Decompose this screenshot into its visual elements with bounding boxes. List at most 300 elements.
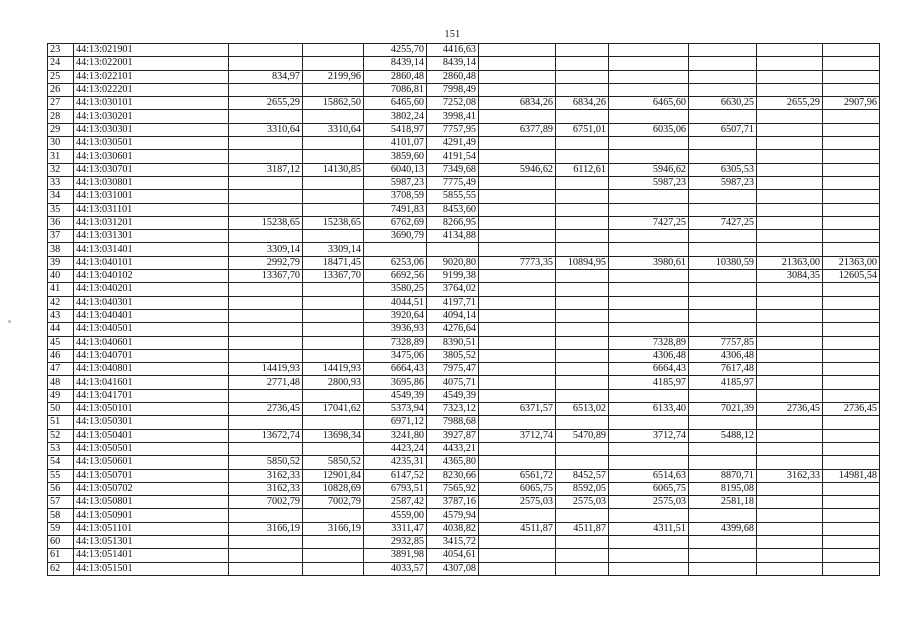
cadastral-code-cell: 44:13:050501 <box>74 442 229 455</box>
value-cell <box>823 283 880 296</box>
value-cell: 3802,24 <box>364 110 427 123</box>
value-cell: 2736,45 <box>823 403 880 416</box>
value-cell: 4134,88 <box>427 230 479 243</box>
table-row <box>48 429 880 442</box>
value-cell: 3162,33 <box>229 482 303 495</box>
value-cell <box>229 110 303 123</box>
table-row <box>48 296 880 309</box>
value-cell <box>689 389 757 402</box>
value-cell <box>609 323 689 336</box>
value-cell <box>757 150 823 163</box>
table-row <box>48 456 880 469</box>
value-cell <box>689 442 757 455</box>
value-cell: 6040,13 <box>364 163 427 176</box>
value-cell <box>757 283 823 296</box>
cadastral-code-cell: 44:13:031401 <box>74 243 229 256</box>
value-cell <box>609 562 689 575</box>
value-cell <box>303 323 364 336</box>
value-cell <box>479 83 556 96</box>
row-number-cell: 39 <box>48 256 74 269</box>
value-cell: 6035,06 <box>609 123 689 136</box>
value-cell <box>609 283 689 296</box>
value-cell: 7757,85 <box>689 336 757 349</box>
value-cell <box>689 323 757 336</box>
value-cell <box>479 323 556 336</box>
row-number-cell: 28 <box>48 110 74 123</box>
row-number-cell: 55 <box>48 469 74 482</box>
value-cell: 4307,08 <box>427 562 479 575</box>
row-number-cell: 42 <box>48 296 74 309</box>
value-cell <box>757 44 823 57</box>
value-cell: 3980,61 <box>609 256 689 269</box>
value-cell: 3920,64 <box>364 309 427 322</box>
value-cell: 4579,94 <box>427 509 479 522</box>
cadastral-code-cell: 44:13:031301 <box>74 230 229 243</box>
value-cell: 5855,55 <box>427 190 479 203</box>
value-cell: 7002,79 <box>303 496 364 509</box>
cadastral-code-cell: 44:13:022201 <box>74 83 229 96</box>
table-row <box>48 203 880 216</box>
value-cell <box>757 323 823 336</box>
value-cell <box>689 562 757 575</box>
data-table <box>47 43 880 576</box>
value-cell: 7773,35 <box>479 256 556 269</box>
value-cell <box>757 336 823 349</box>
value-cell: 7349,68 <box>427 163 479 176</box>
value-cell: 2860,48 <box>364 70 427 83</box>
row-number-cell: 43 <box>48 309 74 322</box>
value-cell: 7252,08 <box>427 97 479 110</box>
value-cell: 13672,74 <box>229 429 303 442</box>
value-cell: 2575,03 <box>609 496 689 509</box>
value-cell <box>609 296 689 309</box>
value-cell <box>609 509 689 522</box>
value-cell <box>479 283 556 296</box>
cadastral-code-cell: 44:13:051501 <box>74 562 229 575</box>
value-cell <box>364 243 427 256</box>
value-cell <box>556 336 609 349</box>
value-cell: 7998,49 <box>427 83 479 96</box>
value-cell <box>479 562 556 575</box>
row-number-cell: 49 <box>48 389 74 402</box>
table-row <box>48 230 880 243</box>
value-cell <box>609 270 689 283</box>
value-cell: 6065,75 <box>479 482 556 495</box>
row-number-cell: 47 <box>48 363 74 376</box>
value-cell: 4291,49 <box>427 137 479 150</box>
value-cell <box>757 57 823 70</box>
value-cell: 3166,19 <box>229 522 303 535</box>
value-cell: 6371,57 <box>479 403 556 416</box>
table-row <box>48 549 880 562</box>
value-cell: 5946,62 <box>479 163 556 176</box>
table-row <box>48 57 880 70</box>
row-number-cell: 40 <box>48 270 74 283</box>
value-cell <box>757 496 823 509</box>
value-cell <box>823 323 880 336</box>
value-cell <box>303 176 364 189</box>
value-cell <box>556 203 609 216</box>
value-cell <box>823 456 880 469</box>
value-cell: 2587,42 <box>364 496 427 509</box>
value-cell <box>609 442 689 455</box>
value-cell <box>479 44 556 57</box>
value-cell <box>757 83 823 96</box>
value-cell <box>823 363 880 376</box>
value-cell: 3311,47 <box>364 522 427 535</box>
row-number-cell: 24 <box>48 57 74 70</box>
row-number-cell: 54 <box>48 456 74 469</box>
value-cell <box>229 137 303 150</box>
row-number-cell: 27 <box>48 97 74 110</box>
value-cell <box>479 456 556 469</box>
value-cell: 3475,06 <box>364 349 427 362</box>
value-cell <box>229 203 303 216</box>
value-cell: 2575,03 <box>479 496 556 509</box>
value-cell <box>689 509 757 522</box>
value-cell <box>757 376 823 389</box>
value-cell: 13367,70 <box>303 270 364 283</box>
cadastral-code-cell: 44:13:050401 <box>74 429 229 442</box>
value-cell <box>757 230 823 243</box>
value-cell: 8452,57 <box>556 469 609 482</box>
value-cell <box>556 176 609 189</box>
value-cell <box>757 549 823 562</box>
cadastral-code-cell: 44:13:022101 <box>74 70 229 83</box>
row-number-cell: 59 <box>48 522 74 535</box>
value-cell: 6147,52 <box>364 469 427 482</box>
row-number-cell: 32 <box>48 163 74 176</box>
value-cell <box>556 562 609 575</box>
value-cell <box>823 216 880 229</box>
value-cell: 8266,95 <box>427 216 479 229</box>
value-cell: 4255,70 <box>364 44 427 57</box>
value-cell: 4549,39 <box>427 389 479 402</box>
value-cell <box>229 150 303 163</box>
value-cell <box>823 376 880 389</box>
table-row <box>48 403 880 416</box>
value-cell: 4549,39 <box>364 389 427 402</box>
value-cell: 3162,33 <box>757 469 823 482</box>
value-cell <box>757 522 823 535</box>
value-cell <box>556 150 609 163</box>
value-cell: 8390,51 <box>427 336 479 349</box>
value-cell <box>556 243 609 256</box>
cadastral-code-cell: 44:13:050901 <box>74 509 229 522</box>
cadastral-code-cell: 44:13:030801 <box>74 176 229 189</box>
value-cell: 8230,66 <box>427 469 479 482</box>
table-row <box>48 97 880 110</box>
value-cell <box>556 416 609 429</box>
value-cell <box>479 270 556 283</box>
value-cell <box>757 363 823 376</box>
value-cell: 8870,71 <box>689 469 757 482</box>
value-cell <box>479 203 556 216</box>
value-cell <box>479 363 556 376</box>
value-cell <box>556 349 609 362</box>
cadastral-code-cell: 44:13:050601 <box>74 456 229 469</box>
value-cell: 3309,14 <box>303 243 364 256</box>
row-number-cell: 35 <box>48 203 74 216</box>
value-cell <box>609 44 689 57</box>
table-row <box>48 309 880 322</box>
table-row <box>48 535 880 548</box>
row-number-cell: 30 <box>48 137 74 150</box>
value-cell: 21363,00 <box>823 256 880 269</box>
value-cell <box>757 137 823 150</box>
value-cell <box>303 442 364 455</box>
page-number: 151 <box>444 29 461 40</box>
row-number-cell: 57 <box>48 496 74 509</box>
value-cell: 5987,23 <box>609 176 689 189</box>
value-cell <box>823 70 880 83</box>
value-cell: 12605,54 <box>823 270 880 283</box>
value-cell: 2771,48 <box>229 376 303 389</box>
value-cell: 6112,61 <box>556 163 609 176</box>
value-cell: 7328,89 <box>609 336 689 349</box>
row-number-cell: 34 <box>48 190 74 203</box>
row-number-cell: 50 <box>48 403 74 416</box>
value-cell: 6692,56 <box>364 270 427 283</box>
value-cell <box>823 389 880 402</box>
value-cell: 4054,61 <box>427 549 479 562</box>
value-cell: 2736,45 <box>757 403 823 416</box>
value-cell <box>757 70 823 83</box>
value-cell <box>609 549 689 562</box>
value-cell <box>757 176 823 189</box>
table-row <box>48 243 880 256</box>
value-cell <box>823 163 880 176</box>
value-cell <box>229 562 303 575</box>
value-cell <box>689 549 757 562</box>
value-cell <box>823 482 880 495</box>
value-cell <box>823 176 880 189</box>
row-number-cell: 62 <box>48 562 74 575</box>
table-row <box>48 270 880 283</box>
value-cell: 3580,25 <box>364 283 427 296</box>
value-cell <box>823 190 880 203</box>
cadastral-code-cell: 44:13:050801 <box>74 496 229 509</box>
row-number-cell: 33 <box>48 176 74 189</box>
value-cell <box>303 203 364 216</box>
value-cell: 4511,87 <box>479 522 556 535</box>
value-cell: 7328,89 <box>364 336 427 349</box>
value-cell <box>609 243 689 256</box>
value-cell: 8195,08 <box>689 482 757 495</box>
value-cell: 9020,80 <box>427 256 479 269</box>
row-number-cell: 51 <box>48 416 74 429</box>
value-cell: 4197,71 <box>427 296 479 309</box>
value-cell <box>303 57 364 70</box>
value-cell <box>303 150 364 163</box>
value-cell <box>689 110 757 123</box>
table-row <box>48 482 880 495</box>
value-cell: 14419,93 <box>303 363 364 376</box>
row-number-cell: 48 <box>48 376 74 389</box>
value-cell <box>757 535 823 548</box>
row-number-cell: 60 <box>48 535 74 548</box>
value-cell <box>303 389 364 402</box>
value-cell: 4306,48 <box>689 349 757 362</box>
value-cell: 3162,33 <box>229 469 303 482</box>
value-cell: 4191,54 <box>427 150 479 163</box>
value-cell: 15238,65 <box>303 216 364 229</box>
value-cell <box>823 137 880 150</box>
value-cell: 8592,05 <box>556 482 609 495</box>
value-cell: 3998,41 <box>427 110 479 123</box>
table-row <box>48 496 880 509</box>
cadastral-code-cell: 44:13:030701 <box>74 163 229 176</box>
value-cell: 4306,48 <box>609 349 689 362</box>
value-cell <box>556 296 609 309</box>
row-number-cell: 56 <box>48 482 74 495</box>
value-cell <box>229 230 303 243</box>
value-cell: 12901,84 <box>303 469 364 482</box>
cadastral-code-cell: 44:13:041701 <box>74 389 229 402</box>
value-cell <box>823 57 880 70</box>
cadastral-code-cell: 44:13:050702 <box>74 482 229 495</box>
value-cell: 15862,50 <box>303 97 364 110</box>
value-cell <box>823 230 880 243</box>
value-cell <box>757 123 823 136</box>
value-cell <box>303 549 364 562</box>
value-cell: 4399,68 <box>689 522 757 535</box>
table-row <box>48 123 880 136</box>
value-cell <box>556 70 609 83</box>
value-cell: 6751,01 <box>556 123 609 136</box>
value-cell: 8453,60 <box>427 203 479 216</box>
value-cell: 3415,72 <box>427 535 479 548</box>
row-number-cell: 25 <box>48 70 74 83</box>
row-number-cell: 53 <box>48 442 74 455</box>
row-number-cell: 38 <box>48 243 74 256</box>
value-cell <box>823 496 880 509</box>
value-cell <box>479 535 556 548</box>
value-cell: 5946,62 <box>609 163 689 176</box>
value-cell: 4038,82 <box>427 522 479 535</box>
value-cell <box>689 190 757 203</box>
cadastral-code-cell: 44:13:022001 <box>74 57 229 70</box>
value-cell: 7988,68 <box>427 416 479 429</box>
value-cell <box>689 309 757 322</box>
value-cell <box>823 243 880 256</box>
value-cell <box>479 442 556 455</box>
value-cell <box>757 309 823 322</box>
value-cell <box>757 562 823 575</box>
value-cell <box>757 203 823 216</box>
value-cell: 6630,25 <box>689 97 757 110</box>
value-cell: 6065,75 <box>609 482 689 495</box>
value-cell <box>556 376 609 389</box>
value-cell: 6971,12 <box>364 416 427 429</box>
value-cell: 3084,35 <box>757 270 823 283</box>
value-cell: 6513,02 <box>556 403 609 416</box>
value-cell <box>479 70 556 83</box>
value-cell: 4433,21 <box>427 442 479 455</box>
value-cell <box>823 309 880 322</box>
value-cell <box>229 44 303 57</box>
table-row <box>48 469 880 482</box>
value-cell: 3936,93 <box>364 323 427 336</box>
value-cell <box>757 349 823 362</box>
value-cell: 7002,79 <box>229 496 303 509</box>
cadastral-code-cell: 44:13:040201 <box>74 283 229 296</box>
row-number-cell: 46 <box>48 349 74 362</box>
value-cell <box>303 44 364 57</box>
value-cell: 6762,69 <box>364 216 427 229</box>
table-row <box>48 110 880 123</box>
table-row <box>48 509 880 522</box>
value-cell: 10380,59 <box>689 256 757 269</box>
value-cell <box>556 83 609 96</box>
value-cell <box>823 442 880 455</box>
value-cell: 4559,00 <box>364 509 427 522</box>
row-number-cell: 36 <box>48 216 74 229</box>
value-cell: 5987,23 <box>364 176 427 189</box>
value-cell: 8439,14 <box>364 57 427 70</box>
value-cell <box>556 230 609 243</box>
value-cell: 6465,60 <box>609 97 689 110</box>
value-cell: 17041,62 <box>303 403 364 416</box>
cadastral-code-cell: 44:13:040401 <box>74 309 229 322</box>
value-cell: 15238,65 <box>229 216 303 229</box>
value-cell: 7427,25 <box>689 216 757 229</box>
table-row <box>48 416 880 429</box>
value-cell <box>556 323 609 336</box>
row-number-cell: 37 <box>48 230 74 243</box>
row-number-cell: 44 <box>48 323 74 336</box>
row-number-cell: 29 <box>48 123 74 136</box>
value-cell <box>609 456 689 469</box>
value-cell <box>757 110 823 123</box>
value-cell <box>823 83 880 96</box>
table-row <box>48 190 880 203</box>
row-number-cell: 45 <box>48 336 74 349</box>
value-cell: 4235,31 <box>364 456 427 469</box>
value-cell: 14981,48 <box>823 469 880 482</box>
value-cell <box>823 336 880 349</box>
value-cell: 3241,80 <box>364 429 427 442</box>
table-row <box>48 442 880 455</box>
cadastral-code-cell: 44:13:050301 <box>74 416 229 429</box>
value-cell <box>479 190 556 203</box>
value-cell <box>229 336 303 349</box>
value-cell: 3695,86 <box>364 376 427 389</box>
value-cell <box>823 535 880 548</box>
value-cell: 4511,87 <box>556 522 609 535</box>
value-cell: 3309,14 <box>229 243 303 256</box>
cadastral-code-cell: 44:13:031001 <box>74 190 229 203</box>
value-cell <box>303 137 364 150</box>
value-cell: 6664,43 <box>364 363 427 376</box>
value-cell <box>556 363 609 376</box>
cadastral-code-cell: 44:13:051101 <box>74 522 229 535</box>
cadastral-code-cell: 44:13:021901 <box>74 44 229 57</box>
value-cell <box>479 137 556 150</box>
value-cell <box>556 190 609 203</box>
value-cell: 5488,12 <box>689 429 757 442</box>
row-number-cell: 26 <box>48 83 74 96</box>
value-cell <box>757 482 823 495</box>
value-cell: 834,97 <box>229 70 303 83</box>
value-cell <box>609 190 689 203</box>
cadastral-code-cell: 44:13:030101 <box>74 97 229 110</box>
value-cell: 4416,63 <box>427 44 479 57</box>
value-cell: 4044,51 <box>364 296 427 309</box>
value-cell <box>479 216 556 229</box>
value-cell: 4094,14 <box>427 309 479 322</box>
cadastral-code-cell: 44:13:040701 <box>74 349 229 362</box>
